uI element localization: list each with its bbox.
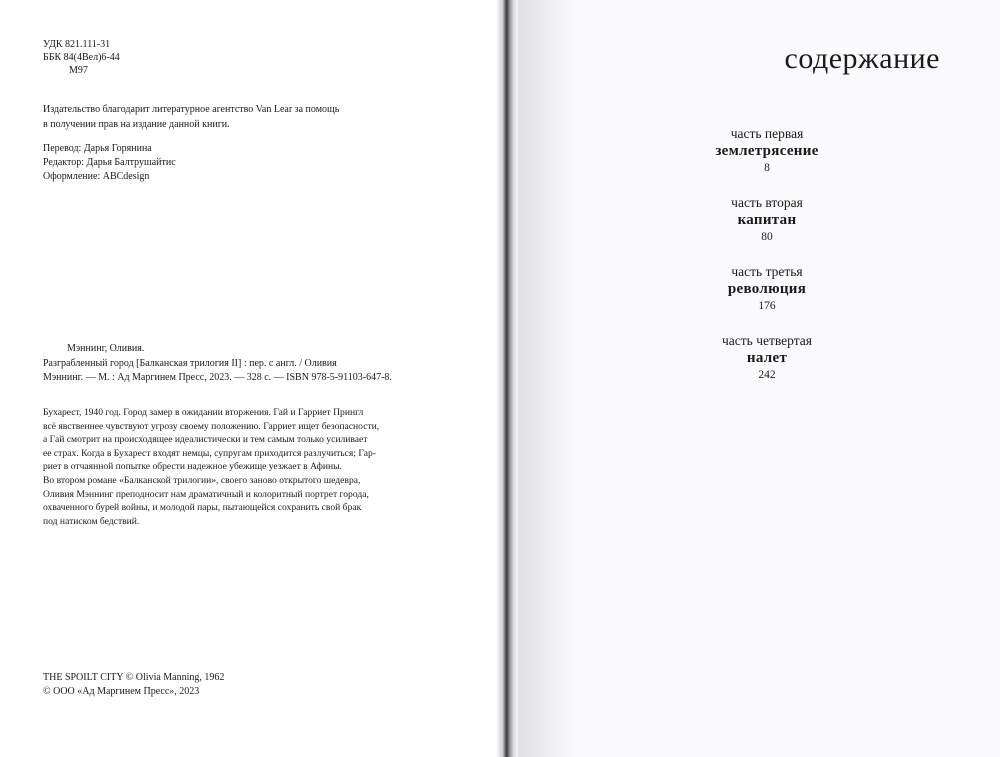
gutter-shadow [516,0,576,757]
contents-list [667,125,867,401]
acknowledgement-text [43,103,423,132]
annotation-line: Оливия Мэннинг преподносит нам драматичный и колоритный портрет города, [43,488,369,500]
design-credit: Оформление: ABCdesign [43,171,150,182]
bbk-code: ББК 84(4Вел)6-44 [43,52,120,64]
book-gutter [496,0,518,757]
part-title: землетрясение [715,143,819,159]
copyright-block [43,671,224,699]
annotation-line: ее страх. Когда в Бухарест входят немцы, супругам приходится разлучиться; Гар- [43,447,376,459]
page-number: 242 [758,369,776,381]
translator-credit: Перевод: Дарья Горянина [43,143,152,154]
book-annotation [43,406,415,528]
acknowledgement-line: Издательство благодарит литературное агентство Van Lear за помощь [43,104,340,115]
contents-entry[interactable] [667,125,867,194]
annotation-line: а Гай смотрит на происходящее идеалистически и тем самым только усиливает [43,434,368,446]
annotation-line: всё явственнее чувствуют угрозу своему положению. Гарриет ищет безопасности, [43,420,380,432]
credits-block [43,142,176,184]
part-title: налет [746,350,788,366]
annotation-line: охваченного бурей войны, и молодой пары, пытающейся сохранить свой брак [43,502,362,514]
bibliographic-record [43,342,423,386]
part-label: часть четвертая [721,333,812,348]
acknowledgement-line: в получении прав на издание данной книги. [43,118,230,130]
original-copyright: THE SPOILT CITY © Olivia Manning, 1962 [43,672,225,683]
udk-code: УДК 821.111-31 [43,39,111,50]
annotation-line: риет в отчаянной попытке обрести надежное убежище уезжает в Афины. [43,461,342,473]
contents-entry[interactable] [667,194,867,263]
page-number: 80 [761,231,773,243]
biblio-line: Разграбленный город [Балканская трилогия II] : пер. с англ. / Оливия [43,357,337,369]
annotation-line: Бухарест, 1940 год. Город замер в ожидании вторжения. Гай и Гарриет Прингл [43,407,364,418]
contents-entry[interactable] [667,332,867,401]
part-label: часть первая [730,126,804,141]
classification-block [43,38,120,78]
contents-title: содержание [784,42,940,75]
author-mark: М97 [69,65,88,77]
part-label: часть третья [731,264,803,279]
annotation-line: под натиском бедствий. [43,515,140,527]
biblio-line: Мэннинг. — М. : Ад Маргинем Пресс, 2023. — 328 с. — ISBN 978-5-91103-647-8. [43,372,392,383]
part-title: революция [727,281,807,297]
annotation-line: Во втором романе «Балканской трилогии», своего заново открытого шедевра, [43,474,361,486]
biblio-author: Мэннинг, Оливия. [67,343,145,354]
page-number: 176 [758,300,776,312]
publisher-copyright: © ООО «Ад Маргинем Пресс», 2023 [43,686,200,697]
editor-credit: Редактор: Дарья Балтрушайтис [43,157,176,168]
part-label: часть вторая [731,195,803,210]
contents-entry[interactable] [667,263,867,332]
part-title: капитан [737,212,797,228]
page-number: 8 [764,162,770,174]
